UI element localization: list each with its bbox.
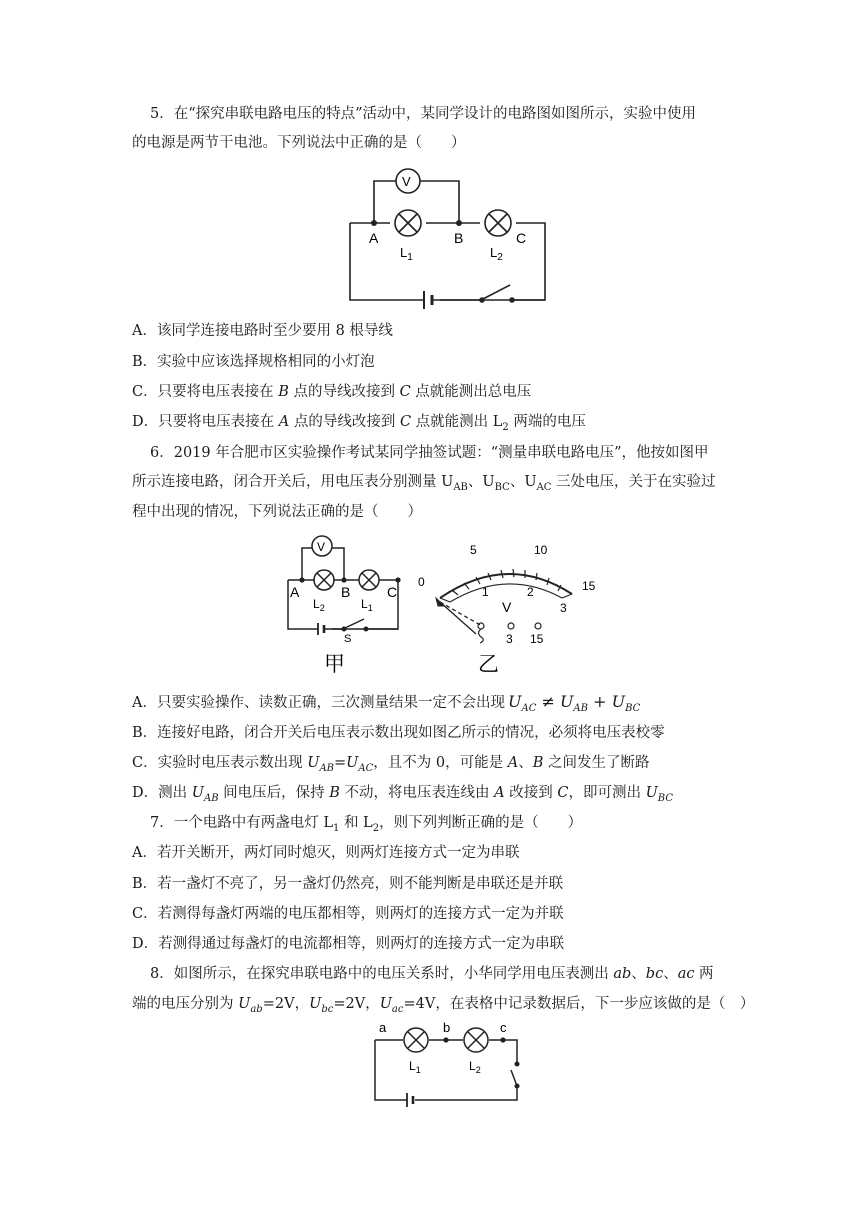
q7-option-b: B．若一盏灯不亮了，另一盏灯仍然亮，则不能判断是串联还是并联 <box>132 876 564 892</box>
q5-option-b: B．实验中应该选择规格相同的小灯泡 <box>132 354 375 370</box>
q8-stem-line1: 8．如图所示，在探究串联电路中的电压关系时，小华同学用电压表测出 ab、bc、ac 两 <box>150 966 714 982</box>
q8-circuit-diagram <box>365 1020 535 1110</box>
q5-lamp1-label: $L_1$ <box>400 245 413 263</box>
q7-stem: 7．一个电路中有两盏电灯 $L_1$ 和 $L_2$，则下列判断正确的是（ ） <box>150 815 583 834</box>
q8-point-c: c <box>500 1020 507 1035</box>
q6-yi-scale-10: 10 <box>534 543 548 557</box>
q6-jia-point-b: B <box>341 584 351 600</box>
q5-point-a: A <box>369 230 379 246</box>
q6-jia-point-a: A <box>290 584 300 600</box>
q6-figure-yi <box>412 540 612 674</box>
q6-jia-lamp2-label: $L_2$ <box>313 597 325 613</box>
q6-jia-point-c: C <box>387 584 398 600</box>
q6-jia-lamp1-label: $L_1$ <box>361 597 373 613</box>
q7-option-a: A．若开关断开，两灯同时熄灭，则两灯连接方式一定为串联 <box>132 845 520 861</box>
q6-stem-line2: 所示连接电路，闭合开关后，用电压表分别测量 $U_{AB}$、$U_{BC}$、$U_{AC}$ 三处电压，关于在实验过 <box>132 474 716 493</box>
q5-point-c: C <box>516 230 527 246</box>
q5-lamp2-label: $L_2$ <box>490 245 503 263</box>
q6-yi-scale-5: 5 <box>470 543 477 557</box>
q8-point-a: a <box>379 1020 387 1035</box>
q8-lamp2-label: $L_2$ <box>469 1059 481 1075</box>
q5-option-d: D．只要将电压表接在 A 点的导线改接到 C 点就能测出 $L_2$ 两端的电压 <box>132 414 586 433</box>
q8-stem-line2: 端的电压分别为 $U_{ab}=2V$，$U_{bc}=2V$，$U_{ac}=4V$，在表格中记录数据后，下一步应该做的是（ ） <box>132 996 755 1015</box>
q5-option-c: C．只要将电压表接在 B 点的导线改接到 C 点就能测出总电压 <box>132 384 532 400</box>
q8-lamp1-label: $L_1$ <box>409 1059 421 1075</box>
q6-stem-line3: 程中出现的情况，下列说法正确的是（ ） <box>132 504 422 520</box>
q6-yi-scale-3: 3 <box>560 601 567 615</box>
q6-option-b: B．连接好电路，闭合开关后电压表示数出现如图乙所示的情况，必须将电压表校零 <box>132 725 665 741</box>
q6-yi-scale-15: 15 <box>582 579 596 593</box>
q5-option-a: A．该同学连接电路时至少要用 8 根导线 <box>132 323 393 339</box>
q6-option-d: D．测出 $U_{AB}$ 间电压后，保持 B 不动，将电压表连线由 A 改接到 C，即可测出 $U_{BC}$ <box>132 785 673 804</box>
q6-jia-caption: 甲 <box>324 653 345 676</box>
q6-option-c: C．实验时电压表示数出现 $U_{AB}=U_{AC}$，且不为 0，可能是 A、B 之间发生了断路 <box>132 755 650 774</box>
q6-yi-scale-2: 2 <box>527 585 534 599</box>
q8-point-b: b <box>443 1020 451 1035</box>
q6-option-a: A．只要实验操作、读数正确，三次测量结果一定不会出现 $U_{AC} \ne U_{AB} + U_{BC}$ <box>132 692 641 715</box>
q6-figure-jia <box>280 534 410 674</box>
q6-yi-terminal-3: 3 <box>506 632 513 646</box>
q6-yi-scale-1: 1 <box>482 585 489 599</box>
q6-yi-caption: 乙 <box>478 653 499 676</box>
q6-yi-terminal-15: 15 <box>530 632 544 646</box>
q5-stem-line2: 的电源是两节干电池。下列说法中正确的是（ ） <box>132 135 466 151</box>
q6-jia-switch-label: S <box>344 633 352 645</box>
q6-jia-meter-label: V <box>317 540 326 554</box>
q6-stem-line1: 6．2019 年合肥市区实验操作考试某同学抽签试题：“测量串联电路电压”，他按如图甲 <box>150 445 709 461</box>
q5-meter-label: V <box>402 174 411 189</box>
q7-option-d: D．若测得通过每盏灯的电流都相等，则两灯的连接方式一定为串联 <box>132 936 565 952</box>
q7-option-c: C．若测得每盏灯两端的电压都相等，则两灯的连接方式一定为并联 <box>132 906 564 922</box>
q6-yi-unit: V <box>502 599 512 615</box>
q5-stem-line1: 5．在“探究串联电路电压的特点”活动中，某同学设计的电路图如图所示，实验中使用 <box>150 106 697 122</box>
q5-point-b: B <box>454 230 464 246</box>
q6-yi-scale-0: 0 <box>418 575 425 589</box>
q5-circuit-diagram <box>340 165 560 305</box>
